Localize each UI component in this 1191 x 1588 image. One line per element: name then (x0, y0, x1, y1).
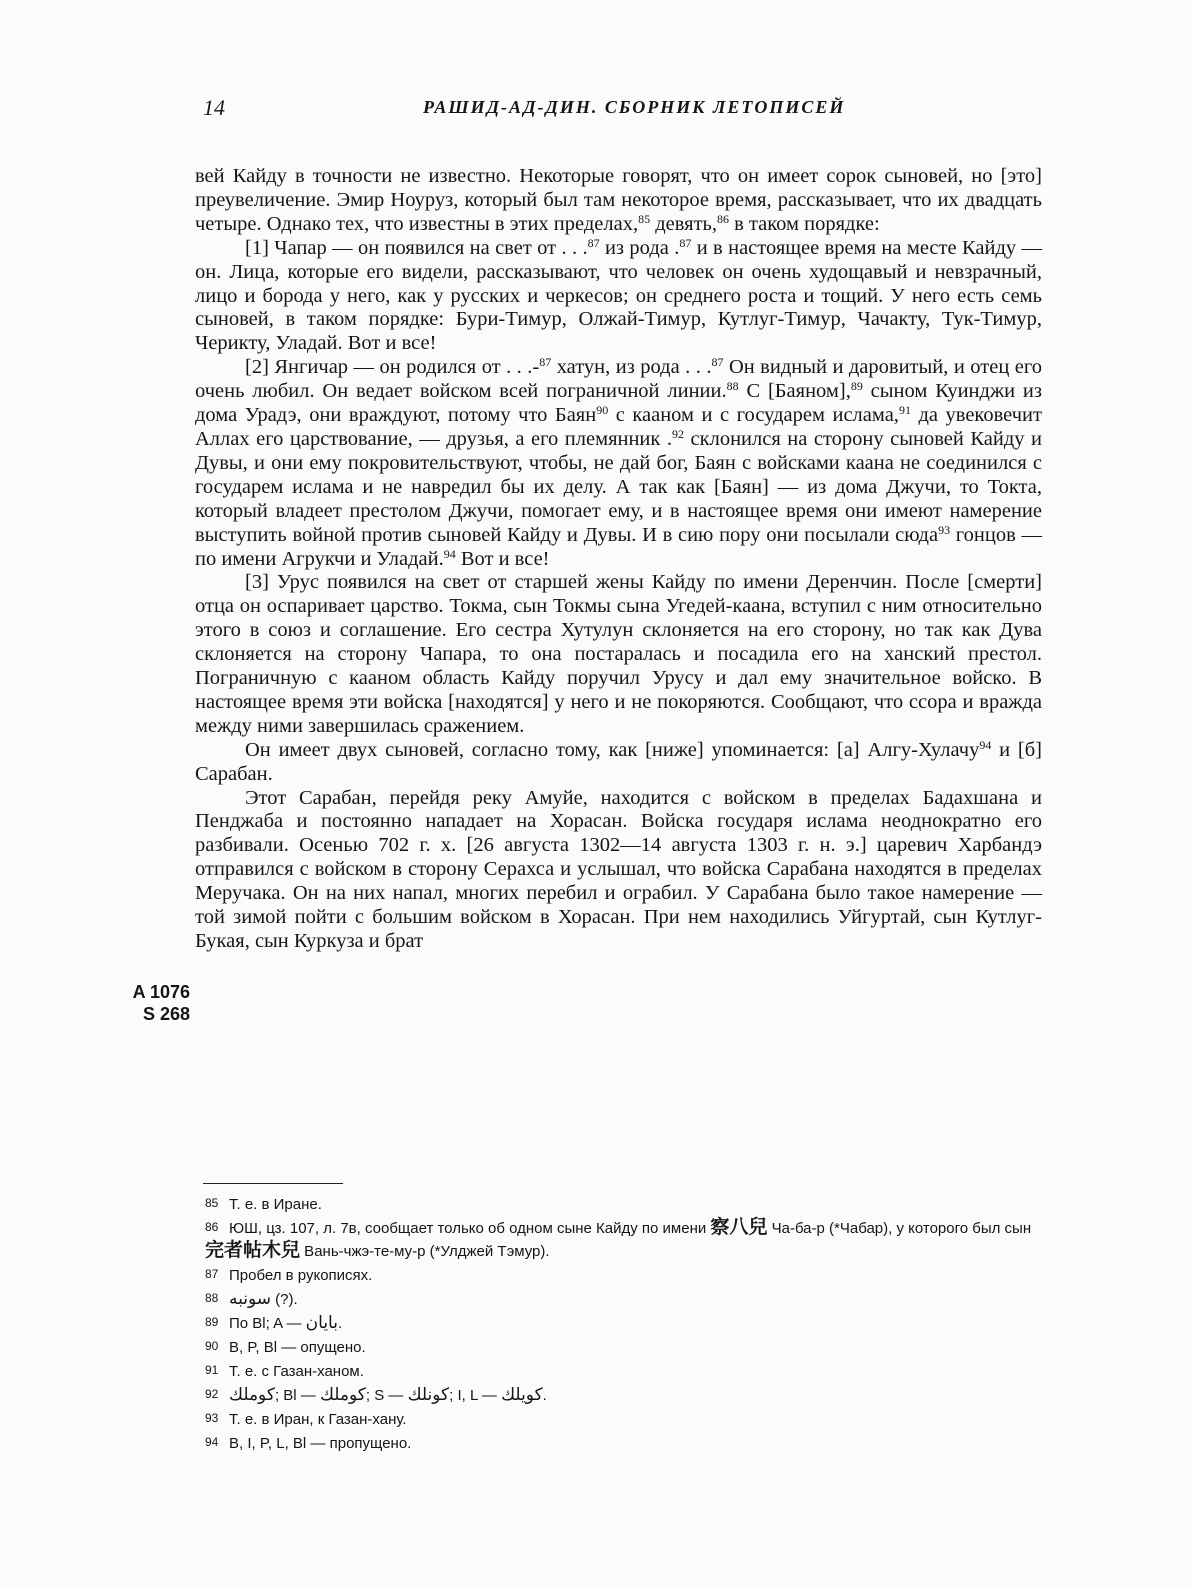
footnote-88: 88 سونبه (?). (205, 1289, 298, 1308)
footnote-90: 90 B, P, Bl — опущено. (205, 1339, 366, 1356)
running-header (203, 95, 1046, 127)
footnote-ref: 89 (850, 379, 863, 394)
page-number: 14 (203, 95, 225, 120)
arabic-variant: كويلك (501, 1385, 543, 1404)
arabic-variant: كوملك (319, 1385, 366, 1404)
footnote-ref: 94 (979, 737, 992, 752)
paragraph-saraban: Этот Сарабан, перейдя реку Амуйе, находится с войском в пределах Бадахшана и Пенджаба и постоянно нападает на Хорасан. Войска государя ислама неоднократно его разбивали. Осенью 702 г. х. [26 августа 1302—14 августа 1303 г. н. э.] царевич Харбандэ отправился с войском в сторону Серахса и услышал, что войска Сарабана находятся в пределах Меручака. Он на них напал, многих перебил и ограбил. У Сарабана было такое намерение — той зимой пойти с большим войском в Хорасан. При нем находились Уйгуртай, сын Кутлуг-Букая, сын Куркуза и брат (195, 786, 1042, 952)
footnote-89: 89 По Bl; A — بايان. (205, 1313, 343, 1332)
footnote-ref: 87 (587, 235, 600, 250)
chinese-name: 完者帖木兒 (205, 1240, 301, 1261)
footnote-ref: 86 (717, 211, 730, 226)
footnote-ref: 90 (596, 403, 609, 418)
arabic-variant: كونلك (407, 1385, 450, 1404)
arabic-variant: سونبه (229, 1289, 272, 1308)
main-text (195, 165, 1042, 954)
footnote-92: 92 كوملك; Bl — كوملك; S — كونلك; I, L — كويلك. (205, 1385, 547, 1404)
paragraph-chapar: [1] Чапар — он появился на свет от . . .$^{87}$ из рода .$^{87}$ и в настоящее время на месте Кайду — он. Лица, которые его видели, рассказывают, что человек он очень худощавый и невзрачный, лицо и борода у него, как у русских и черкесов; он среднего роста и тощий. У него есть семь сыновей, в таком порядке: Бури-Тимур, Олжай-Тимур, Кутлуг-Тимур, Чачакту, Тук-Тимур, Черикту, Уладай. Вот и все! (195, 235, 1042, 355)
footnote-ref: 87 (539, 355, 552, 370)
footnote-93: 93 Т. е. в Иран, к Газан-хану. (205, 1411, 407, 1428)
footnote-ref: 93 (938, 522, 951, 537)
footnote-94: 94 B, I, P, L, Bl — пропущено. (205, 1435, 412, 1452)
footnote-ref: 87 (711, 355, 724, 370)
footnote-divider (203, 1183, 343, 1184)
paragraph-1: вей Кайду в точности не известно. Некоторые говорят, что он имеет сорок сыновей, но [это] преувеличение. Эмир Ноуруз, который был там некоторое время, рассказывает, что их двадцать четыре. Однако тех, что известны в этих пределах,$^{85}$ девять,$^{86}$ в таком порядке: (195, 165, 1042, 235)
footnote-ref: 87 (679, 235, 692, 250)
margin-ref-a: A 1076 (132, 982, 190, 1002)
arabic-variant: كوملك (229, 1385, 275, 1404)
paragraph-yangichar: [2] Янгичар — он родился от . . .-$^{87}$ хатун, из рода . . .$^{87}$ Он видный и даровитый, и отец его очень любил. Он ведает войском всей пограничной линии.$^{88}$ С [Баяном],$^{89}$ сыном Куинджи из дома Урадэ, они враждуют, потому что Баян$^{90}$ с кааном и с государем ислама,$^{91}$ да увековечит Аллах его царствование, — друзья, а его племянник .$^{92}$ склонился на сторону сыновей Кайду и Дувы, и они ему покровительствуют, чтобы, не дай бог, Баян с войсками каана не соединился с государем ислама и не навредил бы их делу. А так как [Баян] — из дома Джучи, то Токта, который владеет престолом Джучи, помогает ему, и в настоящее время они имеют намерение выступить войной против сыновей Кайду и Дувы. И в сию пору они посылали сюда$^{93}$ гонцов — по имени Агрукчи и Уладай.$^{94}$ Вот и все! (195, 355, 1043, 570)
footnote-ref: 92 (672, 426, 685, 441)
margin-references (112, 981, 190, 1025)
arabic-variant: بايان (305, 1313, 338, 1332)
footnote-87: 87 Пробел в рукописях. (205, 1267, 373, 1284)
paragraph-urus: [3] Урус появился на свет от старшей жены Кайду по имени Деренчин. После [смерти] отца он оспаривает царство. Токма, сын Токмы сына Угедей-каана, вступил с ним относительно этого в союз и соглашение. Его сестра Хутулун склоняется на его сторону, но так как Дува склоняется на сторону Чапара, то она постаралась и посадила его на ханский престол. Пограничную с кааном область Кайду поручил Урусу и дал ему значительное войско. В настоящее время эти войска [находятся] у него и не покоряются. Сообщают, что ссора и вражда между ними завершилась сражением. (195, 571, 1042, 737)
footnote-ref: 85 (638, 211, 651, 226)
footnote-86: 86 ЮШ, цз. 107, л. 7в, сообщает только об одном сыне Кайду по имени 察八兒 Ча-ба-р (*Чабар), у которого был сын 完者帖木兒 Вань-чжэ-те-му-р (*Улджей Тэмур). (205, 1217, 1032, 1261)
margin-ref-s: S 268 (142, 1004, 190, 1024)
footnote-ref: 94 (443, 546, 456, 561)
paragraph-sons: Он имеет двух сыновей, согласно тому, как [ниже] упоминается: [а] Алгу-Хулачу$^{94}$ и [б] Сарабан. (195, 737, 1042, 785)
footnote-ref: 88 (726, 379, 739, 394)
chinese-name: 察八兒 (710, 1217, 768, 1238)
footnotes (205, 1192, 1045, 1455)
footnote-91: 91 Т. е. с Газан-ханом. (205, 1363, 364, 1380)
footnote-ref: 91 (898, 403, 911, 418)
footnote-85: 85 Т. е. в Иране. (205, 1196, 322, 1213)
running-title: РАШИД-АД-ДИН. СБОРНИК ЛЕТОПИСЕЙ (423, 97, 846, 117)
